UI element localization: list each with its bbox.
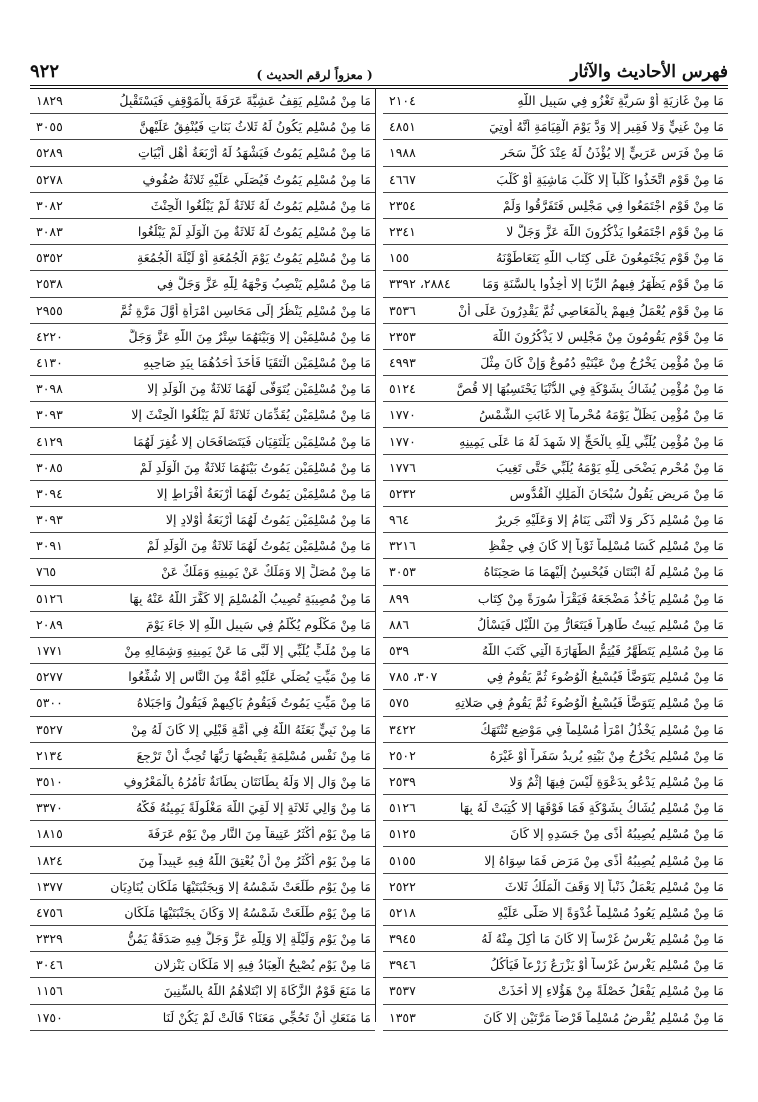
index-entry (383, 978, 728, 1004)
hadith-incipit: مَا مِنْ قَوْمٍ اجْتَمَعُوا يَذْكُرُونَ اللَّهَ عَزَّ وَجَلَّ لا (506, 224, 724, 240)
index-entry (30, 114, 375, 140)
hadith-incipit: مَا مِنْ مُسْلِمَيْنِ يَمُوتُ لَهُمَا أَرْبَعَةُ أَوْلادٍ إِلا (165, 512, 371, 528)
hadith-number: ١٩٨٨ (389, 145, 416, 161)
index-entry (383, 743, 728, 769)
hadith-number: ٣٠٤٦ (36, 957, 63, 973)
hadith-number: ٢٩٥٥ (36, 302, 63, 318)
hadith-number: ٣٣٧٠ (36, 800, 63, 816)
index-entry (383, 350, 728, 376)
hadith-number: ٤٦٦٧ (389, 171, 416, 187)
hadith-number: ٥١٢٦ (389, 800, 416, 816)
hadith-number: ٢٣٥٤ (389, 197, 416, 213)
index-entry (30, 664, 375, 690)
hadith-incipit: مَا مِنْ مُسْلِمٍ يَمُوتُ يَوْمَ الْجُمُعَةِ أَوْ لَيْلَةَ الْجُمُعَةِ (137, 250, 371, 266)
index-entry (30, 952, 375, 978)
hadith-number: ٣٠٨٥ (36, 459, 63, 475)
hadith-number: ١٧٧١ (36, 643, 63, 659)
index-entry (30, 847, 375, 873)
hadith-incipit: مَا مِنْ مُسْلِمَيْنِ يُتَوَفَّى لَهُمَا ثَلاثَةٌ مِنَ الْوَلَدِ إِلا (147, 381, 371, 397)
hadith-number: ٢٣٥٣ (389, 328, 416, 344)
hadith-number: ٣٥٢٧ (36, 721, 63, 737)
index-entry (30, 978, 375, 1004)
page-header (30, 56, 728, 82)
hadith-number: ٤١٣٠ (36, 354, 63, 370)
page-subtitle: ( معزواً لرقم الحديث ) (256, 68, 373, 82)
hadith-incipit: مَا مِنْ نَبِيٍّ بَعَثَهُ اللَّهُ فِي أُمَّةٍ قَبْلِي إِلا كَانَ لَهُ مِنْ (130, 721, 371, 737)
hadith-incipit: مَا مِنْ مُسْلِمٍ يَأْخُذُ مَضْجَعَهُ فَيَقْرَأُ سُورَةً مِنْ كِتَابِ (477, 590, 724, 606)
hadith-incipit: مَا مِنْ مُسْلِمٍ يَقِفُ عَشِيَّةَ عَرَفَةَ بِالْمَوْقِفِ فَيَسْتَقْبِلُ (119, 93, 371, 109)
hadith-number: ٢٥٣٩ (389, 773, 416, 789)
index-entry (383, 690, 728, 716)
hadith-number: ٢١٠٤ (389, 93, 416, 109)
index-entry (383, 193, 728, 219)
hadith-incipit: مَا مِنْ مُسْلِمٍ يُصِيبُهُ أَذًى مِنْ جَسَدِهِ إِلا كَانَ (510, 826, 724, 842)
index-entry (383, 638, 728, 664)
hadith-incipit: مَا مِنْ مَكْلُومٍ يُكْلَمُ فِي سَبِيلِ اللَّهِ إِلا جَاءَ يَوْمَ (146, 616, 371, 632)
hadith-incipit: مَا مِنْ مَيِّتٍ يَمُوتُ فَيَقُومُ بَاكِيهِمْ فَيَقُولُ وَاجَبَلاهُ (136, 695, 371, 711)
hadith-number: ٢٣٤١ (389, 224, 416, 240)
hadith-number: ٥٢١٨ (389, 904, 416, 920)
index-entry (30, 900, 375, 926)
hadith-incipit: مَا مَنَعَكِ أَنْ تَحُجِّي مَعَنَا؟ قَالَتْ لَمْ يَكُنْ لَنَا (162, 1009, 371, 1025)
hadith-incipit: مَا مِنْ يَوْمٍ وَلَيْلَةٍ إِلا وَلِلَّهِ عَزَّ وَجَلَّ فِيهِ صَدَقَةٌ يَمُنُّ (127, 931, 371, 947)
hadith-number: ٢٥٢٢ (389, 878, 416, 894)
hadith-number: ٣٠٧، ٧٨٥ (389, 669, 438, 685)
hadith-incipit: مَا مِنْ يَوْمٍ طَلَعَتْ شَمْسُهُ إِلا وَكَانَ بِجَنْبَتَيْهَا مَلَكَانِ (124, 904, 371, 920)
hadith-number: ٥٢٧٧ (36, 669, 63, 685)
hadith-incipit: مَا مِنْ مُحْرِمٍ يَضْحَى لِلَّهِ يَوْمَهُ يُلَبِّي حَتَّى تَغِيبَ (496, 459, 724, 475)
hadith-number: ٥١٢٦ (36, 590, 63, 606)
index-entry (383, 664, 728, 690)
index-entry (30, 402, 375, 428)
index-entry (30, 167, 375, 193)
index-entry (383, 612, 728, 638)
index-entry (383, 874, 728, 900)
index-entry (30, 743, 375, 769)
hadith-incipit: مَا مِنْ غَازِيَةٍ أَوْ سَرِيَّةٍ تَغْزُو فِي سَبِيلِ اللَّهِ (517, 93, 724, 109)
hadith-incipit: مَا مِنْ مُسْلِمٍ يَمُوتُ لَهُ ثَلاثَةٌ مِنَ الْوَلَدِ لَمْ يَبْلُغُوا (137, 224, 371, 240)
hadith-incipit: مَا مِنْ مُسْلِمٍ يُقْرِضُ مُسْلِماً قَرْضاً مَرَّتَيْنِ إِلا كَانَ (483, 1009, 724, 1025)
hadith-incipit: مَا مِنْ مُسْلِمٍ يَتَطَهَّرُ فَيُتِمُّ الطَّهَارَةَ الَّتِي كَتَبَ اللَّهُ (481, 643, 724, 659)
hadith-incipit: مَا مِنْ مُسْلِمٍ يَغْرِسُ غَرْساً أَوْ يَزْرَعُ زَرْعاً فَيَأْكُلُ (490, 957, 724, 973)
index-entry (30, 926, 375, 952)
hadith-incipit: مَا مِنْ مُسْلِمَيْنِ الْتَقَيَا فَأَخَذَ أَحَدُهُمَا بِيَدِ صَاحِبِهِ (143, 354, 371, 370)
hadith-number: ٢٥٠٢ (389, 747, 416, 763)
index-entry (383, 533, 728, 559)
index-entry (383, 114, 728, 140)
hadith-incipit: مَا مِنْ مُسْلِمٍ يَغْرِسُ غَرْساً إِلا كَانَ مَا أُكِلَ مِنْهُ لَهُ (481, 931, 724, 947)
hadith-number: ٥١٢٤ (389, 381, 416, 397)
hadith-number: ٥١٥٥ (389, 852, 416, 868)
index-entry (383, 455, 728, 481)
index-entry (30, 717, 375, 743)
hadith-number: ١٨٢٩ (36, 93, 63, 109)
index-entry (30, 481, 375, 507)
hadith-number: ١٥٥ (389, 250, 410, 266)
index-entry (30, 795, 375, 821)
hadith-incipit: مَا مِنْ مُصِيبَةٍ تُصِيبُ الْمُسْلِمَ إِلا كَفَّرَ اللَّهُ عَنْهُ بِهَا (129, 590, 371, 606)
hadith-incipit: مَا مِنْ مُسْلِمٍ يَخْرُجُ مِنْ بَيْتِهِ يُرِيدُ سَفَراً أَوْ غَيْرَهُ (489, 747, 724, 763)
hadith-number: ٥٢٧٨ (36, 171, 63, 187)
hadith-incipit: مَا مِنْ غَنِيٍّ وَلا فَقِيرٍ إِلا وَدَّ يَوْمَ الْقِيَامَةِ أَنَّهُ أُوتِيَ (489, 119, 724, 135)
hadith-incipit: مَا مِنْ نَفْسٍ مُسْلِمَةٍ يَقْبِضُهَا رَبُّهَا تُحِبُّ أَنْ تَرْجِعَ (136, 747, 371, 763)
hadith-number: ١٧٧٠ (389, 407, 416, 423)
hadith-number: ١٨٢٤ (36, 852, 63, 868)
index-entry (30, 874, 375, 900)
index-entry (383, 298, 728, 324)
hadith-number: ٣٠٥٥ (36, 119, 63, 135)
hadith-incipit: مَا مِنْ مُسْلِمٍ يَبِيتُ طَاهِراً فَيَتَعَارُّ مِنَ اللَّيْلِ فَيَسْأَلُ (477, 616, 724, 632)
hadith-incipit: مَا مِنْ يَوْمٍ أَكْثَرُ مِنْ أَنْ يُعْتِقَ اللَّهُ فِيهِ عَبِيداً مِنَ (138, 852, 371, 868)
hadith-incipit: مَا مِنْ وَالٍ إِلا وَلَهُ بِطَانَتَانِ بِطَانَةٌ تَأْمُرُهُ بِالْمَعْرُوفِ (123, 773, 371, 789)
index-entry (30, 507, 375, 533)
hadith-number: ٣٠٥٣ (389, 564, 416, 580)
page-number: ٩٢٢ (30, 61, 60, 82)
hadith-incipit: مَا مِنْ مُسْلِمٍ لَهُ ابْنَتَانِ فَيُحْسِنُ إِلَيْهِمَا مَا صَحِبَتَاهُ (483, 564, 724, 580)
hadith-incipit: مَا مِنْ مُسْلِمٍ يَخْذُلُ امْرَأً مُسْلِماً فِي مَوْضِعٍ تُنْتَهَكُ (480, 721, 724, 737)
hadith-incipit: مَا مِنْ فَرَسٍ عَرَبِيٍّ إِلا يُؤْذَنُ لَهُ عِنْدَ كُلِّ سَحَرٍ (500, 145, 724, 161)
index-entry (30, 324, 375, 350)
hadith-number: ١٧٥٠ (36, 1009, 63, 1025)
index-entry (30, 271, 375, 297)
index-entry (30, 1005, 375, 1031)
hadith-number: ٧٦٥ (36, 564, 57, 580)
index-entry (30, 821, 375, 847)
hadith-incipit: مَا مِنْ مُسْلِمَيْنِ يُقَدِّمَانِ ثَلاثَةً لَمْ يَبْلُغُوا الْحِنْثَ إِلا (131, 407, 371, 423)
hadith-number: ٤٨٥١ (389, 119, 416, 135)
index-entry (383, 324, 728, 350)
index-entry (383, 428, 728, 454)
hadith-number: ٤٢٢٠ (36, 328, 63, 344)
index-entry (30, 455, 375, 481)
hadith-incipit: مَا مِنْ مُسْلِمَيْنِ يَمُوتُ بَيْنَهُمَا ثَلاثَةٌ مِنَ الْوَلَدِ لَمْ (139, 459, 371, 475)
hadith-number: ١٨١٥ (36, 826, 63, 842)
hadith-incipit: مَا مِنْ مُؤْمِنٍ يُلَبِّي لِلَّهِ بِالْحَجِّ إِلا شَهِدَ لَهُ مَا عَلَى يَمِينِهِ (459, 433, 724, 449)
hadith-number: ٤٩٩٣ (389, 354, 416, 370)
hadith-number: ٨٨٦ (389, 616, 410, 632)
hadith-number: ٣٤٢٢ (389, 721, 416, 737)
hadith-incipit: مَا مِنْ مُسْلِمٍ يَكُونُ لَهُ ثَلاثُ بَنَاتٍ فَيُنْفِقُ عَلَيْهِنَّ (139, 119, 371, 135)
index-entry (30, 612, 375, 638)
index-entry (30, 140, 375, 166)
index-entry (30, 298, 375, 324)
hadith-number: ١١٥٦ (36, 983, 63, 999)
hadith-incipit: مَا مِنْ مُسْلِمَيْنِ إِلا وَبَيْنَهُمَا سِتْرٌ مِنَ اللَّهِ عَزَّ وَجَلَّ (128, 328, 371, 344)
index-entry (30, 559, 375, 585)
hadith-number: ٣٠٩٨ (36, 381, 63, 397)
hadith-incipit: مَا مِنْ يَوْمٍ أَكْثَرُ عَتِيقاً مِنَ النَّارِ مِنْ يَوْمِ عَرَفَةَ (147, 826, 371, 842)
hadith-incipit: مَا مِنْ مُؤْمِنٍ يَظَلُّ يَوْمَهُ مُحْرِماً إِلا غَابَتِ الشَّمْسُ (479, 407, 724, 423)
hadith-incipit: مَا مِنْ مُسْلِمٍ يَتَوَضَّأُ فَيُسْبِغُ الْوُضُوءَ ثُمَّ يَقُومُ فِي (486, 669, 724, 685)
hadith-incipit: مَا مِنْ مُسْلِمٍ يَتَوَضَّأُ فَيُسْبِغُ الْوُضُوءَ ثُمَّ يَقُومُ فِي صَلاتِهِ (454, 695, 724, 711)
index-entry (30, 193, 375, 219)
index-entry (383, 900, 728, 926)
hadith-number: ٣٠٨٣ (36, 224, 63, 240)
index-entry (383, 140, 728, 166)
hadith-incipit: مَا مِنْ قَوْمٍ يَجْتَمِعُونَ عَلَى كِتَابِ اللَّهِ يَتَعَاطَوْنَهُ (495, 250, 724, 266)
hadith-number: ٣٥٣٧ (389, 983, 416, 999)
hadith-incipit: مَا مِنْ يَوْمٍ يُصْبِحُ الْعِبَادُ فِيهِ إِلا مَلَكَانِ يَنْزِلانِ (153, 957, 371, 973)
index-entry (383, 769, 728, 795)
index-entry (30, 350, 375, 376)
index-entry (30, 245, 375, 271)
index-entry (383, 245, 728, 271)
hadith-incipit: مَا مِنْ مُسْلِمَيْنِ يَمُوتُ لَهُمَا أَرْبَعَةُ أَفْرَاطٍ إِلا (156, 485, 371, 501)
hadith-incipit: مَا مِنْ مُسْلِمٍ يُشَاكُ بِشَوْكَةٍ فَمَا فَوْقَهَا إِلا كُتِبَتْ لَهُ بِهَا (459, 800, 724, 816)
index-entry (383, 717, 728, 743)
hadith-number: ٣٠٩٣ (36, 407, 63, 423)
hadith-incipit: مَا مِنْ مُؤْمِنٍ يُشَاكُ بِشَوْكَةٍ فِي الدُّنْيَا يَحْتَسِبُهَا إِلا قُصَّ (456, 381, 724, 397)
hadith-incipit: مَا مِنْ قَوْمٍ اتَّخَذُوا كَلْباً إِلا كَلْبَ مَاشِيَةٍ أَوْ كَلْبَ (496, 171, 724, 187)
index-entry (383, 88, 728, 114)
index-entry (383, 376, 728, 402)
hadith-number: ٥٧٥ (389, 695, 410, 711)
hadith-number: ١٧٧٠ (389, 433, 416, 449)
index-entry (30, 219, 375, 245)
hadith-incipit: مَا مِنْ يَوْمٍ طَلَعَتْ شَمْسُهُ إِلا وَبِجَنْبَتَيْهَا مَلَكَانِ يُنَادِيَانِ (110, 878, 371, 894)
index-entry (383, 402, 728, 428)
hadith-number: ٤٧٥٦ (36, 904, 63, 920)
hadith-number: ٥٢٨٩ (36, 145, 63, 161)
index-entry (383, 586, 728, 612)
hadith-incipit: مَا مِنْ مُسْلِمٍ يُصِيبُهُ أَذًى مِنْ مَرَضٍ فَمَا سِوَاهُ إِلا (484, 852, 724, 868)
hadith-number: ٣٥١٠ (36, 773, 63, 789)
index-entry (30, 428, 375, 454)
index-entry (383, 952, 728, 978)
index-entry (383, 481, 728, 507)
index-entry (30, 376, 375, 402)
index-entry (30, 586, 375, 612)
hadith-number: ٣٠٨٢ (36, 197, 63, 213)
hadith-number: ٣٥٣٦ (389, 302, 416, 318)
page-title: فهرس الأحاديث والآثار (570, 62, 728, 82)
hadith-incipit: مَا مِنْ مُسْلِمٍ يَعُودُ مُسْلِماً غُدْوَةً إِلا صَلَّى عَلَيْهِ (497, 904, 724, 920)
hadith-incipit: مَا مِنْ قَوْمٍ يَقُومُونَ مِنْ مَجْلِسٍ لا يَذْكُرُونَ اللَّهَ (492, 328, 724, 344)
index-entry (30, 769, 375, 795)
index-column-left (30, 88, 376, 1025)
index-entry (30, 533, 375, 559)
hadith-number: ٥٣٥٢ (36, 250, 63, 266)
hadith-incipit: مَا مِنْ مُلَبٍّ يُلَبِّي إِلا لَبَّى مَا عَنْ يَمِينِهِ وَشِمَالِهِ مِنْ (124, 643, 371, 659)
hadith-number: ١٣٥٣ (389, 1009, 416, 1025)
hadith-incipit: مَا مِنْ مُسْلِمٍ يَعْمَلُ ذَنْباً إِلا وَقَفَ الْمَلَكُ ثَلاثَ (504, 878, 724, 894)
hadith-number: ٥٣٩ (389, 643, 410, 659)
index-entry (383, 167, 728, 193)
hadith-number: ١٧٧٦ (389, 459, 416, 475)
hadith-number: ٥٣٠٠ (36, 695, 63, 711)
hadith-number: ٢٠٨٩ (36, 616, 63, 632)
hadith-incipit: مَا مِنْ مُسْلِمٍ يَمُوتُ فَيَشْهَدُ لَهُ أَرْبَعَةُ أَهْلِ أَبْيَاتٍ (137, 145, 371, 161)
hadith-incipit: مَا مِنْ مُسْلِمٍ يَمُوتُ فَيُصَلِّي عَلَيْهِ ثَلاثَةُ صُفُوفٍ (142, 171, 371, 187)
hadith-number: ٥١٢٥ (389, 826, 416, 842)
hadith-incipit: مَا مِنْ مُسْلِمَيْنِ يَلْتَقِيَانِ فَيَتَصَافَحَانِ إِلا غُفِرَ لَهُمَا (133, 433, 371, 449)
index-entry (30, 88, 375, 114)
index-entry (383, 1005, 728, 1031)
hadith-incipit: مَا مِنْ مُؤْمِنٍ يَخْرُجُ مِنْ عَيْنَيْهِ دُمُوعٌ وَإِنْ كَانَ مِثْلَ (480, 354, 724, 370)
index-entry (383, 271, 728, 297)
index-entry (383, 821, 728, 847)
hadith-number: ٣٠٩١ (36, 538, 63, 554)
hadith-number: ٢٥٣٨ (36, 276, 63, 292)
hadith-number: ٨٩٩ (389, 590, 410, 606)
hadith-incipit: مَا مِنْ مُسْلِمٍ يَنْصِبُ وَجْهَهُ لِلَّهِ عَزَّ وَجَلَّ فِي (156, 276, 371, 292)
hadith-number: ٥٢٣٢ (389, 485, 416, 501)
hadith-incipit: مَا مِنْ مُسْلِمَيْنِ يَمُوتُ لَهُمَا ثَلاثَةٌ مِنَ الْوَلَدِ لَمْ (146, 538, 371, 554)
hadith-number: ٣٠٩٤ (36, 485, 63, 501)
index-entry (30, 638, 375, 664)
hadith-number: ٢٣٢٩ (36, 931, 63, 947)
hadith-incipit: مَا مِنْ قَوْمٍ يَظْهَرُ فِيهِمُ الرِّبَا إِلا أُخِذُوا بِالسَّنَةِ وَمَا (482, 276, 724, 292)
hadith-number: ٣٩٤٦ (389, 957, 416, 973)
hadith-incipit: مَا مِنْ وَالِي ثَلاثَةٍ إِلا لَقِيَ اللَّهَ مَغْلُولَةً يَمِينُهُ فَكَّهُ (136, 800, 371, 816)
hadith-number: ٤١٢٩ (36, 433, 63, 449)
hadith-incipit: مَا مِنْ مُسْلِمٍ يَمُوتُ لَهُ ثَلاثَةٌ لَمْ يَبْلُغُوا الْحِنْثَ (150, 197, 371, 213)
header-rule (30, 85, 728, 86)
hadith-incipit: مَا مِنْ مُسْلِمٍ يَنْظُرُ إِلَى مَحَاسِنِ امْرَأَةٍ أَوَّلَ مَرَّةٍ ثُمَّ (119, 302, 371, 318)
index-entry (383, 219, 728, 245)
hadith-incipit: مَا مِنْ مَيِّتٍ يُصَلِّي عَلَيْهِ أُمَّةٌ مِنَ النَّاسِ إِلا شُفِّعُوا (128, 669, 371, 685)
hadith-number: ٢١٣٤ (36, 747, 63, 763)
hadith-number: ٣٠٩٣ (36, 512, 63, 528)
hadith-incipit: مَا مِنْ مُسْلِمٍ يَدْعُو بِدَعْوَةٍ لَيْسَ فِيهَا إِثْمٌ وَلا (509, 773, 724, 789)
index-entry (383, 559, 728, 585)
hadith-number: ١٣٧٧ (36, 878, 63, 894)
hadith-incipit: مَا مِنْ مُصَلٍّ إِلا وَمَلَكٌ عَنْ يَمِينِهِ وَمَلَكٌ عَنْ (161, 564, 371, 580)
index-entry (383, 926, 728, 952)
hadith-incipit: مَا مِنْ قَوْمٍ اجْتَمَعُوا فِي مَجْلِسٍ فَتَفَرَّقُوا وَلَمْ (502, 197, 724, 213)
hadith-incipit: مَا مِنْ مَرِيضٍ يَقُولُ سُبْحَانَ الْمَلِكِ الْقُدُّوسِ (509, 485, 724, 501)
hadith-incipit: مَا مِنْ قَوْمٍ يُعْمَلُ فِيهِمْ بِالْمَعَاصِي ثُمَّ يَقْدِرُونَ عَلَى أَنْ (458, 302, 724, 318)
hadith-number: ٣٩٤٥ (389, 931, 416, 947)
index-entry (30, 690, 375, 716)
hadith-incipit: مَا مِنْ مُسْلِمٍ كَسَا مُسْلِماً ثَوْباً إِلا كَانَ فِي حِفْظِ (488, 538, 724, 554)
index-entry (383, 847, 728, 873)
index-column-right (383, 88, 728, 1025)
hadith-number: ٣٢١٦ (389, 538, 416, 554)
hadith-incipit: مَا مَنَعَ قَوْمٌ الزَّكَاةَ إِلا ابْتَلاهُمُ اللَّهُ بِالسِّنِينَ (163, 983, 371, 999)
index-entry (383, 507, 728, 533)
index-entry (383, 795, 728, 821)
hadith-incipit: مَا مِنْ مُسْلِمٍ يَفْعَلُ خَصْلَةً مِنْ هَؤُلاءِ إِلا أَخَذَتْ (498, 983, 724, 999)
hadith-number: ٢٨٨٤، ٣٣٩٢ (389, 276, 451, 292)
hadith-number: ٩٦٤ (389, 512, 410, 528)
hadith-incipit: مَا مِنْ مُسْلِمٍ ذَكَرٍ وَلا أُنْثَى يَنَامُ إِلا وَعَلَيْهِ جَرِيرٌ (495, 512, 724, 528)
